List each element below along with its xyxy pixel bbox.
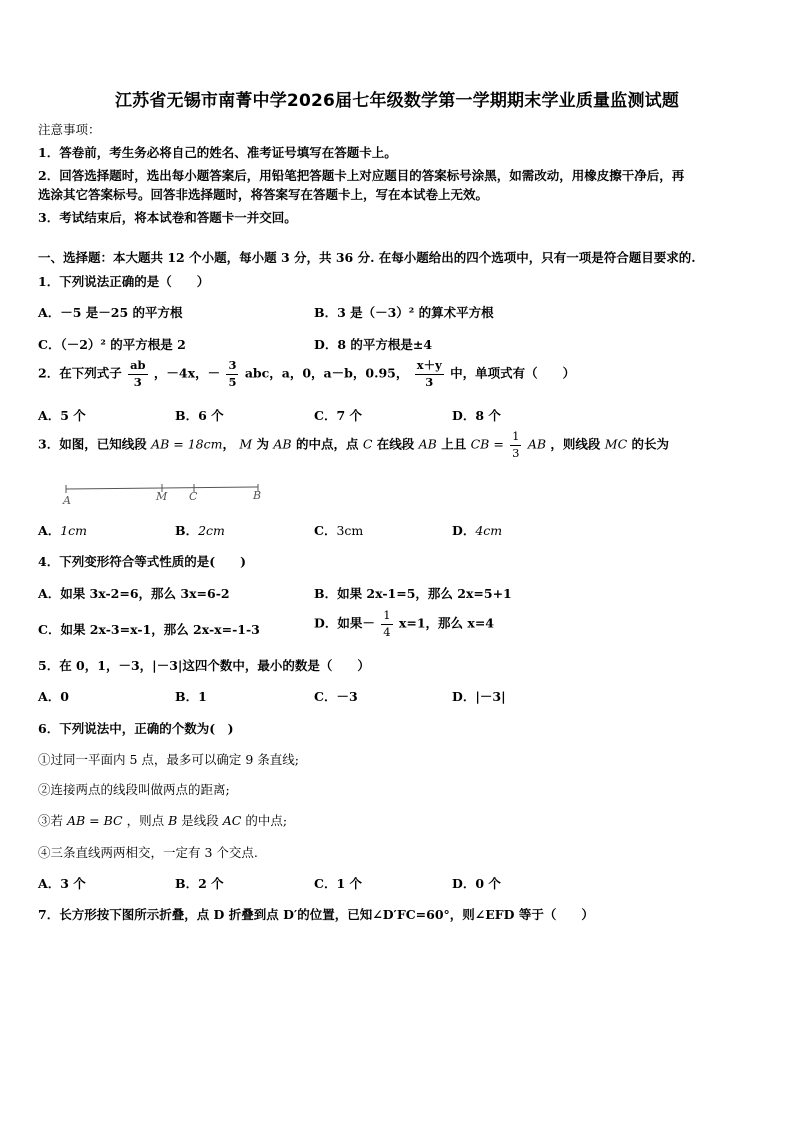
q6-statement-3	[38, 811, 287, 829]
page-title: 江苏省无锡市南菁中学2026届七年级数学第一学期期末学业质量监测试题	[114, 91, 680, 111]
q3-ab-length: AB = 18cm	[151, 436, 223, 452]
fraction-numerator: ab	[128, 360, 148, 375]
q6-statement-1: ①过同一平面内 5 点，最多可以确定 9 条直线;	[38, 752, 300, 767]
q3-text-2: 的中点，点	[295, 436, 359, 452]
fraction-denominator: 3	[425, 374, 434, 389]
statement-lead: ③若	[38, 813, 64, 828]
fraction-denominator: 3	[512, 445, 520, 460]
q3-text-3: 在线段	[376, 436, 415, 452]
option-letter: C．	[314, 523, 337, 538]
q6-option-c[interactable]: C．1 个	[314, 876, 362, 891]
q5-stem: 5．在 0，1，－3，|－3|这四个数中，最小的数是（ ）	[38, 658, 370, 673]
q1-option-b[interactable]: B．3 是（－3）² 的算术平方根	[314, 305, 494, 320]
statement-point-b: B	[168, 813, 178, 828]
q2-stem	[38, 360, 575, 388]
q6-option-a[interactable]: A．3 个	[38, 876, 86, 891]
q3-lead: 3．如图，已知线段	[38, 436, 147, 452]
q2-option-d[interactable]: D．8 个	[452, 408, 501, 423]
fraction-numerator: 1	[381, 610, 392, 625]
q5-option-a[interactable]: A．0	[38, 689, 69, 704]
q3-point-c: C	[362, 436, 373, 452]
q6-option-d[interactable]: D．0 个	[452, 876, 501, 891]
fraction-denominator: 5	[228, 374, 237, 389]
option-letter: B．	[175, 523, 199, 538]
option-value: 1cm	[60, 523, 88, 538]
q2-fraction-ab-over-3	[128, 360, 148, 388]
q7-stem: 7．长方形按下图所示折叠，点 D 折叠到点 D′的位置，已知∠D′FC=60°，则∠EFD 等于（ ）	[38, 907, 594, 922]
q3-option-c[interactable]	[314, 521, 363, 539]
q1-option-d[interactable]: D．8 的平方根是±4	[314, 337, 433, 352]
label-m: M	[156, 490, 168, 503]
option-letter: D．	[452, 523, 476, 538]
q4-option-a[interactable]: A．如果 3x-2=6，那么 3x=6-2	[38, 586, 230, 601]
q3-text-1: 为	[256, 436, 270, 452]
q1-stem: 1．下列说法正确的是（ ）	[38, 274, 210, 289]
section-heading: 一、选择题：本大题共 12 个小题，每小题 3 分，共 36 分. 在每小题给出的四个选项中，只有一项是符合题目要求的.	[38, 250, 696, 265]
q3-option-b[interactable]	[175, 521, 225, 539]
q5-option-b[interactable]: B．1	[175, 689, 207, 704]
q2-lead: 2．在下列式子	[38, 365, 122, 381]
q3-text-5: ，则线段	[550, 436, 601, 452]
q3-option-d[interactable]	[452, 521, 502, 539]
q5-option-c[interactable]: C．－3	[314, 689, 358, 704]
q2-mid-1: ，－4x，－	[153, 365, 221, 381]
statement-segment-ac: AC	[222, 813, 242, 828]
label-b: B	[253, 489, 262, 502]
notice-item-2: 2．回答选择题时，选出每小题答案后，用铅笔把答题卡上对应题目的答案标号涂黑，如需改动，用橡皮擦干净后，再	[38, 168, 685, 183]
option-lead: D．如果－	[314, 615, 375, 631]
q6-option-b[interactable]: B．2 个	[175, 876, 224, 891]
q2-fraction-3-over-5	[226, 360, 238, 388]
q6-statement-4: ④三条直线两两相交，一定有 3 个交点.	[38, 845, 258, 860]
q3-text-6: 的长为	[631, 436, 670, 452]
q4-fraction-1-over-4	[381, 610, 392, 638]
q1-option-c[interactable]: C．（－2）² 的平方根是 2	[38, 337, 186, 352]
label-a: A	[63, 494, 71, 507]
option-letter: A．	[38, 523, 61, 538]
q3-text-4: 上且	[441, 436, 467, 452]
q3-segment-mc: MC	[604, 436, 628, 452]
statement-mid-2: 是线段	[181, 813, 219, 828]
q6-stem: 6．下列说法中，正确的个数为( )	[38, 721, 234, 736]
q3-segment-ab: AB	[273, 436, 292, 452]
option-value: 4cm	[475, 523, 503, 538]
fraction-denominator: 3	[133, 374, 142, 389]
option-value: 2cm	[198, 523, 225, 538]
fraction-numerator: 1	[510, 431, 521, 446]
q3-segment-ab-2: AB	[418, 436, 437, 452]
q3-cb-eq: CB =	[470, 436, 504, 452]
fraction-numerator: 3	[226, 360, 238, 375]
q2-fraction-x-plus-y-over-3	[415, 360, 444, 388]
notice-item-1: 1．答卷前，考生务必将自己的姓名、准考证号填写在答题卡上。	[38, 145, 397, 160]
q5-option-d[interactable]: D．|－3|	[452, 689, 506, 704]
q4-stem: 4．下列变形符合等式性质的是( )	[38, 554, 247, 569]
fraction-numerator: x＋y	[415, 360, 444, 375]
fraction-denominator: 4	[383, 624, 391, 639]
option-tail: x=1，那么 x=4	[398, 615, 494, 631]
q6-statement-2: ②连接两点的线段叫做两点的距离;	[38, 782, 230, 797]
q1-option-a[interactable]: A．－5 是－25 的平方根	[38, 305, 183, 320]
statement-tail: 的中点;	[245, 813, 288, 828]
q3-point-m: M	[239, 436, 253, 452]
q3-fraction-1-over-3	[510, 431, 521, 459]
notice-item-3: 3．考试结束后，将本试卷和答题卡一并交回。	[38, 210, 297, 225]
q4-option-d[interactable]	[314, 610, 494, 638]
q2-option-a[interactable]: A．5 个	[38, 408, 86, 423]
q3-option-a[interactable]	[38, 521, 87, 539]
label-c: C	[189, 490, 198, 503]
q3-segment-ab-3: AB	[527, 436, 547, 452]
q3-stem: 3．如图，已知线段 AB = 18cm， M 为 AB 的中点，点 C 在线段 AB 上且 CB = $\frac{1}{3}$ AB ，则线段 MC 的长为	[38, 429, 670, 460]
statement-mid: ，则点	[126, 813, 165, 828]
segment-figure	[58, 484, 278, 508]
option-value: 3cm	[336, 523, 364, 538]
notice-heading: 注意事项：	[38, 122, 101, 137]
notice-item-2-cont: 选涂其它答案标号。回答非选择题时，将答案写在答题卡上，写在本试卷上无效。	[38, 187, 489, 202]
q4-option-b[interactable]: B．如果 2x-1=5，那么 2x=5+1	[314, 586, 512, 601]
q2-mid-2: abc，a，0，a－b，0.95，	[244, 365, 409, 381]
q2-option-b[interactable]: B．6 个	[175, 408, 224, 423]
q2-tail: 中，单项式有（ ）	[450, 365, 576, 381]
statement-equation: AB = BC	[67, 813, 123, 828]
q4-option-c[interactable]: C．如果 2x-3=x-1，那么 2x-x=-1-3	[38, 622, 260, 637]
q2-option-c[interactable]: C．7 个	[314, 408, 362, 423]
